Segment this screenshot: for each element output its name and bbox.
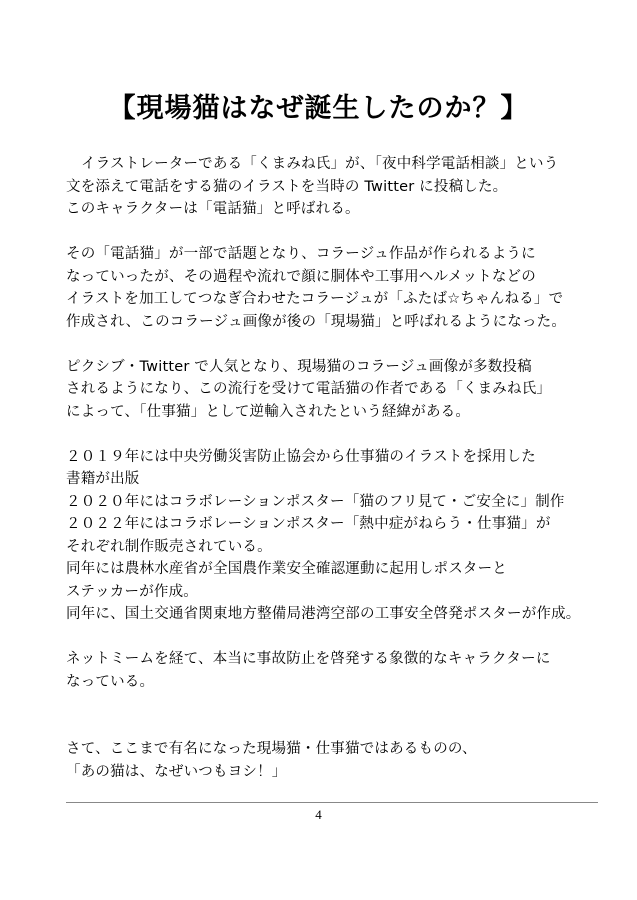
text-line: 書籍が出版 <box>66 471 140 487</box>
text-line: 同年に、国土交通省関東地方整備局港湾空部の工事安全啓発ポスターが作成。 <box>66 606 581 622</box>
text-line: イラストレーターである「くまみね氏」が、「夜中科学電話相談」という <box>81 156 559 172</box>
text-line: なっていったが、その過程や流れで顔に胴体や工事用ヘルメットなどの <box>66 268 536 285</box>
footer-divider <box>66 802 598 803</box>
text-line: なっている。 <box>66 673 155 690</box>
paragraph-popularity <box>66 356 596 424</box>
document-body <box>66 153 596 783</box>
text-line: 同年には農林水産省が全国農作業安全確認運動に起用しポスターと <box>66 561 507 577</box>
text-line: ピクシブ・Twitter で人気となり、現場猫のコラージュ画像が多数投稿 <box>66 358 532 375</box>
text-line: イラストを加工してつなぎ合わせたコラージュが「ふたば☆ちゃんねる」で <box>66 291 564 307</box>
paragraph-origin <box>66 153 596 221</box>
text-line: このキャラクターは「電話猫」と呼ばれる。 <box>66 201 360 217</box>
page-title: 【現場猫はなぜ誕生したのか？】 <box>108 93 529 124</box>
text-line: 「あの猫は、なぜいつもヨシ！」 <box>66 763 287 780</box>
text-line: その「電話猫」が一部で話題となり、コラージュ作品が作られるように <box>66 246 536 262</box>
text-line: ネットミームを経て、本当に事故防止を啓発する象徴的なキャラクターに <box>66 651 551 667</box>
text-line: 文を添えて電話をする猫のイラストを当時の Twitter に投稿した。 <box>66 178 508 195</box>
paragraph-spacer <box>66 423 596 446</box>
text-line: ステッカーが作成。 <box>66 583 199 600</box>
text-line: さて、ここまで有名になった現場猫・仕事猫ではあるものの、 <box>66 741 477 757</box>
paragraph-collage <box>66 243 596 333</box>
text-line: それぞれ制作販売されている。 <box>66 538 272 555</box>
page-number: 4 <box>315 807 322 822</box>
text-line: ２０１９年には中央労働災害防止協会から仕事猫のイラストを採用した <box>66 448 536 465</box>
paragraph-closing <box>66 738 596 783</box>
paragraph-spacer <box>66 626 596 649</box>
paragraph-spacer <box>66 333 596 356</box>
paragraph-history <box>66 446 596 626</box>
paragraph-spacer <box>66 693 596 738</box>
paragraph-spacer <box>66 221 596 244</box>
paragraph-meme <box>66 648 596 693</box>
text-line: によって、「仕事猫」として逆輸入されたという経緯がある。 <box>66 403 471 420</box>
text-line: されるようになり、この流行を受けて電話猫の作者である「くまみね氏」 <box>66 381 552 397</box>
text-line: ２０２２年にはコラボレーションポスター「熱中症がねらう・仕事猫」が <box>66 516 551 532</box>
text-line: ２０２０年にはコラボレーションポスター「猫のフリ見て・ご安全に」制作 <box>66 493 565 510</box>
text-line: 作成され、このコラージュ画像が後の「現場猫」と呼ばれるようになった。 <box>66 313 567 330</box>
